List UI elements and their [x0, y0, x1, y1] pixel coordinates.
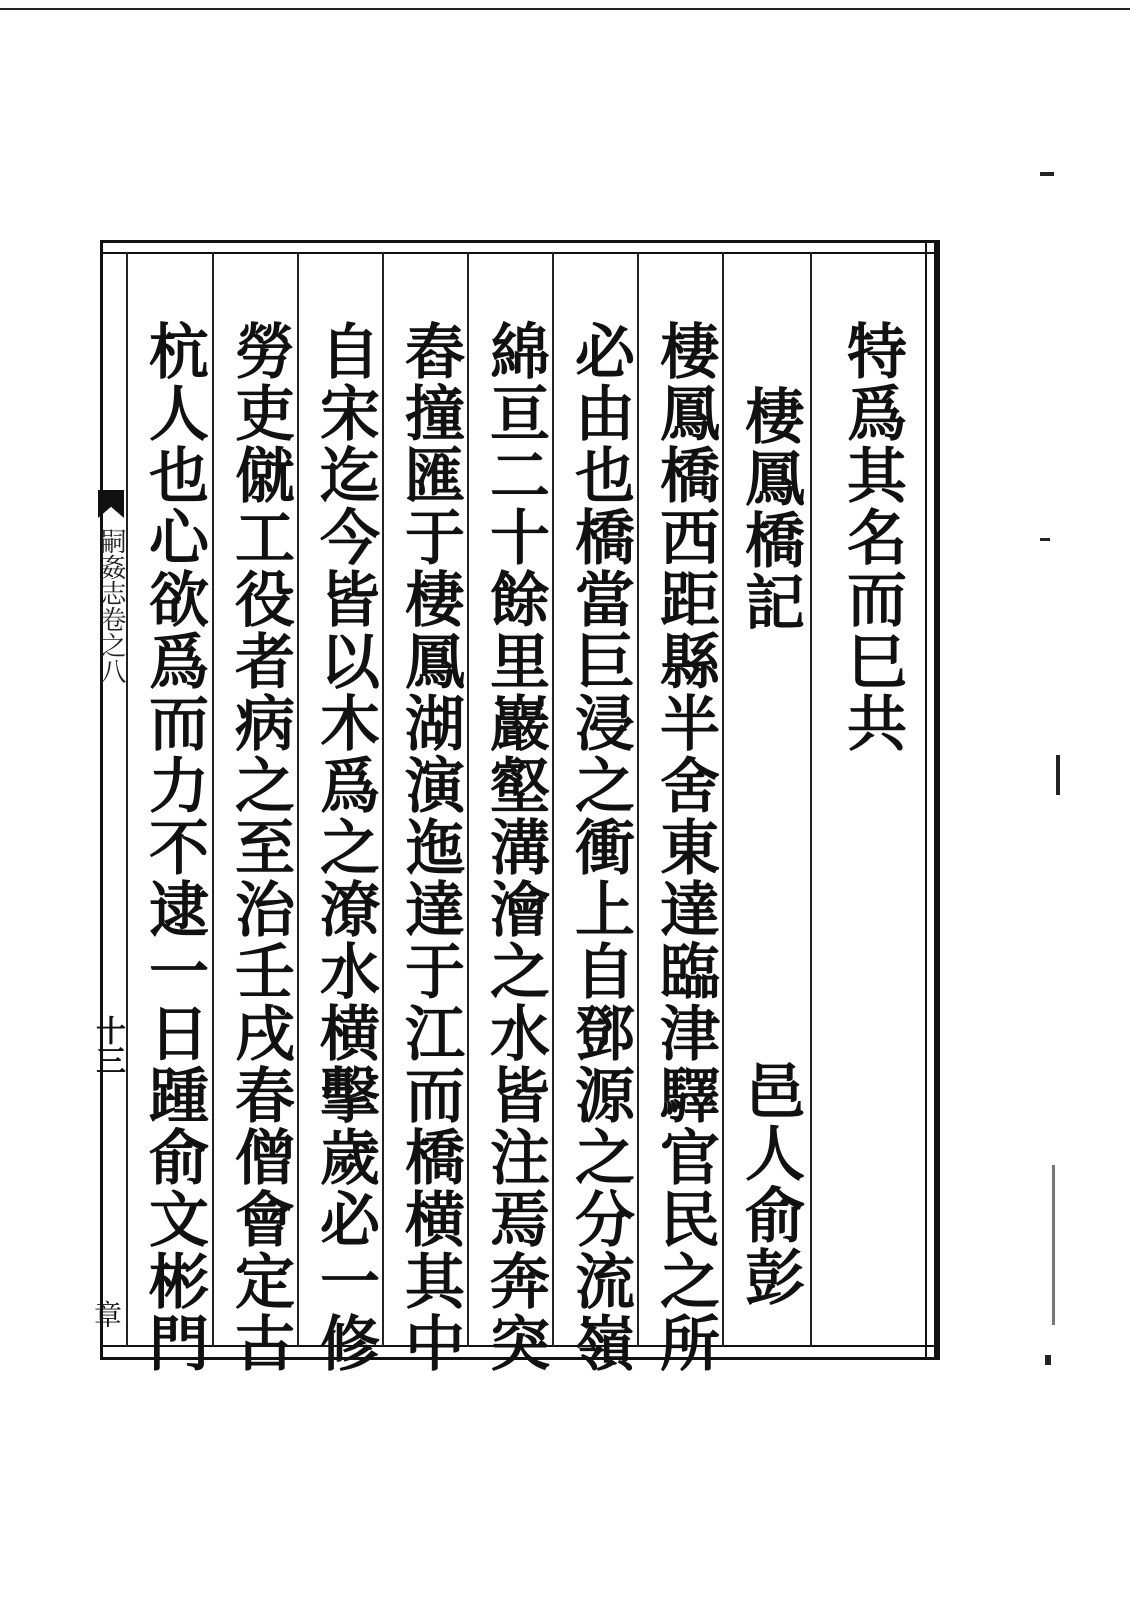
fish-tail-mark	[98, 490, 124, 518]
text-column-6	[388, 320, 472, 1374]
scan-speck	[1040, 538, 1050, 541]
text-column-9	[132, 320, 216, 1374]
column-text: 杭人也心欲爲而力不逮一日踵俞文彬門	[139, 320, 209, 1374]
block-mouth	[96, 490, 126, 684]
scan-speck	[1052, 1165, 1055, 1325]
text-column-3	[643, 320, 727, 1374]
essay-author: 邑人俞彭	[735, 1060, 805, 1308]
text-column-7	[303, 320, 387, 1374]
column-text: 自宋迄今皆以木爲之潦水横擊歲必一修	[310, 320, 380, 1374]
text-column-2-title	[728, 385, 812, 633]
scan-speck	[1040, 172, 1054, 176]
text-column-2-author	[728, 1060, 812, 1308]
frame-inner-top-line	[100, 252, 940, 254]
essay-title: 棲鳳橋記	[735, 385, 805, 633]
column-text: 棲鳳橋西距縣半舍東達臨津驛官民之所	[650, 320, 720, 1374]
column-text: 綿亘二十餘里巖壑溝澮之水皆注焉奔突	[480, 320, 550, 1374]
scan-top-edge	[0, 8, 1130, 10]
page-number: 十三	[90, 1015, 125, 1075]
text-column-5	[473, 320, 557, 1374]
text-column-8	[218, 320, 302, 1374]
text-column-4	[558, 320, 642, 1374]
scan-speck	[1045, 1355, 1051, 1365]
column-text: 必由也橋當巨浸之衝上自鄧源之分流嶺	[565, 320, 635, 1374]
block-mouth-section: 章	[90, 1300, 123, 1328]
frame-inner-right-line	[925, 240, 927, 1360]
scan-speck	[1056, 755, 1060, 795]
column-text: 勞吏僦工役者病之至治壬戌春僧會定古	[225, 320, 295, 1374]
column-divider	[126, 252, 128, 1347]
block-mouth-title: 嗣姦志卷之八	[96, 528, 126, 684]
text-column-1	[830, 320, 914, 754]
column-text: 特爲其名而巳共	[837, 320, 907, 754]
column-text: 舂撞匯于棲鳳湖演迤達于江而橋横其中	[395, 320, 465, 1374]
